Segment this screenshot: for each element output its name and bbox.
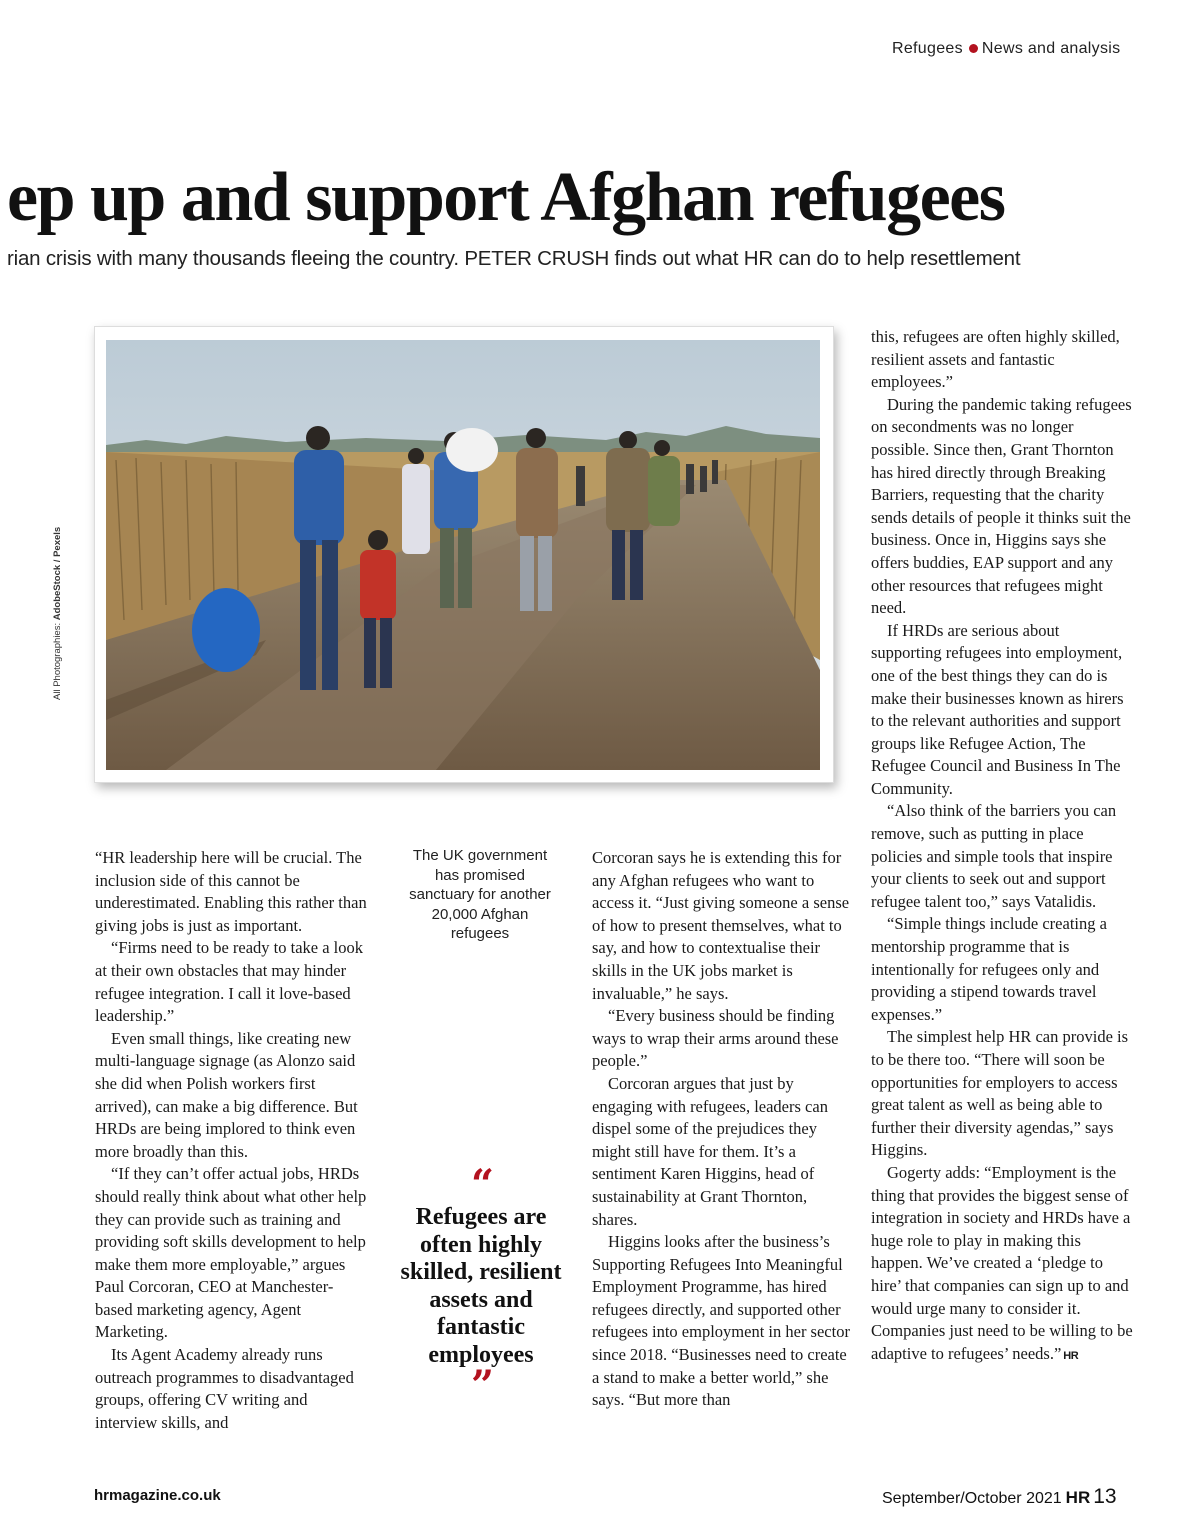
- paragraph: “Also think of the barriers you can remove, such as putting in place policies and simple tools that inspire your clients to seek out and support refugee talent too,” says Vatalidis.: [871, 801, 1117, 911]
- paragraph: [871, 1162, 1133, 1367]
- refugees-walking-photo: [106, 340, 820, 770]
- credit-sources: AdobeStock / Pexels: [52, 526, 63, 621]
- paragraph: “Firms need to be ready to take a look at their own obstacles that may hinder refugee integration. I call it love-based leadership.”: [95, 938, 364, 1026]
- paragraph: “Simple things include creating a mentorship programme that is intentionally for refugees only and providing a stipend towards travel expenses.”: [871, 914, 1107, 1024]
- body-column-3: [592, 847, 850, 1412]
- headline: ep up and support Afghan refugees: [7, 159, 1005, 236]
- photo-credit: [52, 400, 63, 700]
- open-quote-icon: “: [470, 1161, 491, 1208]
- paragraph: Its Agent Academy already runs outreach programmes to disadvantaged groups, offering CV writing and interview skills, and: [95, 1345, 354, 1432]
- paragraph-text: Gogerty adds: “Employment is the thing that provides the biggest sense of integration in society and HRDs have a huge role to play in making this happen. We’ve created a ‘pledge to hire’ that companies can sign up to and would urge many to consider it. Companies just need to be willing to be adaptive to refugees’ needs.”: [871, 1162, 1133, 1363]
- paragraph: “If they can’t offer actual jobs, HRDs should really think about what other help they can provide such as training and providing soft skills development to help make them more employable,” argues Paul Corcoran, CEO at Manchester-based marketing agency, Agent Marketing.: [95, 1164, 367, 1342]
- paragraph: If HRDs are serious about supporting refugees into employment, one of the best things they can do is make their businesses known as hirers to the relevant authorities and support groups like Refugee Action, The Refugee Council and Business In The Community.: [871, 620, 1124, 798]
- pull-quote: [398, 1161, 564, 1409]
- website-url[interactable]: hrmagazine.co.uk: [94, 1487, 221, 1504]
- issue-date: September/October 2021: [882, 1490, 1062, 1507]
- paragraph: “HR leadership here will be crucial. The inclusion side of this cannot be underestimated. Enabling this rather than giving jobs is just as important.: [95, 848, 367, 935]
- paragraph: Higgins looks after the business’s Supporting Refugees Into Meaningful Employment Programme, has hired refugees directly, and supported other refugees into employment in her sector since 2018. “Businesses need to create a stand to make a better world,” she says. “But more than: [592, 1232, 850, 1410]
- category-label: News and analysis: [981, 40, 1121, 57]
- body-column-4: [871, 326, 1133, 1367]
- photo-caption: The UK government has promised sanctuary for another 20,000 Afghan refugees: [409, 847, 551, 943]
- paragraph: Even small things, like creating new multi-language signage (as Alonzo said she did when Polish workers first arrived), can make a big difference. But HRDs are being implored to think even more broadly than this.: [95, 1028, 358, 1161]
- body-column-1: [95, 847, 370, 1434]
- paragraph: Corcoran argues that just by engaging with refugees, leaders can dispel some of the prejudices they might still have for them. It’s a sentiment Karen Higgins, head of sustainability at Grant Thornton, shares.: [592, 1073, 828, 1229]
- section-label: Refugees: [892, 40, 963, 57]
- folio: [882, 1485, 1117, 1509]
- page-number: 13: [1093, 1485, 1117, 1508]
- paragraph: this, refugees are often highly skilled, resilient assets and fantastic employees.”: [871, 327, 1120, 392]
- credit-prefix: All Photographies:: [52, 622, 63, 700]
- paragraph: During the pandemic taking refugees on secondments was no longer possible. Since then, Grant Thornton has hired directly through Breaking Barriers, requesting that the charity sends details of people it thinks suit the business. Once in, Higgins says she offers buddies, EAP support and any other resources that refugees might need.: [871, 394, 1132, 618]
- paragraph: “Every business should be finding ways to wrap their arms around these people.”: [592, 1006, 839, 1071]
- section-tag: [892, 40, 1120, 58]
- paragraph: Corcoran says he is extending this for any Afghan refugees who want to access it. “Just giving someone a sense of how to present themselves, what to say, and how to contextualise their skills in the UK jobs market is invaluable,” he says.: [592, 848, 850, 1003]
- standfirst: rian crisis with many thousands fleeing the country. PETER CRUSH finds out what HR can do to help resettlement: [7, 247, 1021, 270]
- close-quote-icon: ”: [470, 1362, 491, 1409]
- paragraph: The simplest help HR can provide is to be there too. “There will soon be opportunities for employers to access great talent as well as being able to further their diversity agendas,” says Higgins.: [871, 1027, 1129, 1160]
- red-bullet-icon: [969, 44, 978, 53]
- magazine-brand: HR: [1065, 1488, 1091, 1507]
- end-mark: HR: [1063, 1349, 1079, 1362]
- pull-quote-text: Refugees are often highly skilled, resilient assets and fantastic employees: [400, 1204, 562, 1368]
- photo-frame: [94, 326, 834, 783]
